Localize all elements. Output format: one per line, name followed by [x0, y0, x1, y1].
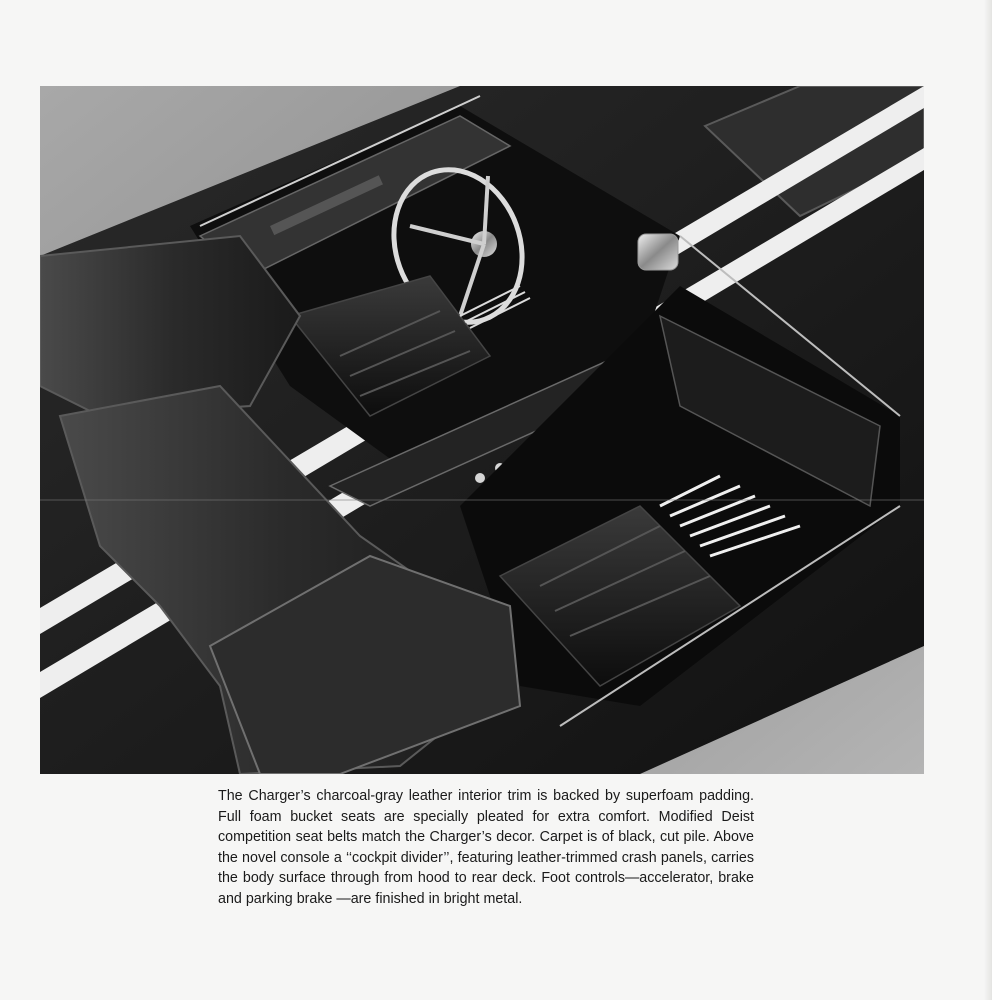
photo-caption: The Charger’s charcoal-gray leather interior trim is backed by superfoam padding. Full foam bucket seats are specially pleated for extra comfort. Modified Deist competition seat belts match the Charger’s decor. Carpet is of black, cut pile. Above the novel console a ‘‘cockpit divider’’, featuring leather-trimmed crash panels, carries the body surface through from hood to rear deck. Foot controls—accelerator, brake and parking brake —are finished in bright metal. — [218, 788, 754, 907]
car-interior-photo — [40, 86, 924, 774]
page-edge — [984, 0, 992, 1000]
